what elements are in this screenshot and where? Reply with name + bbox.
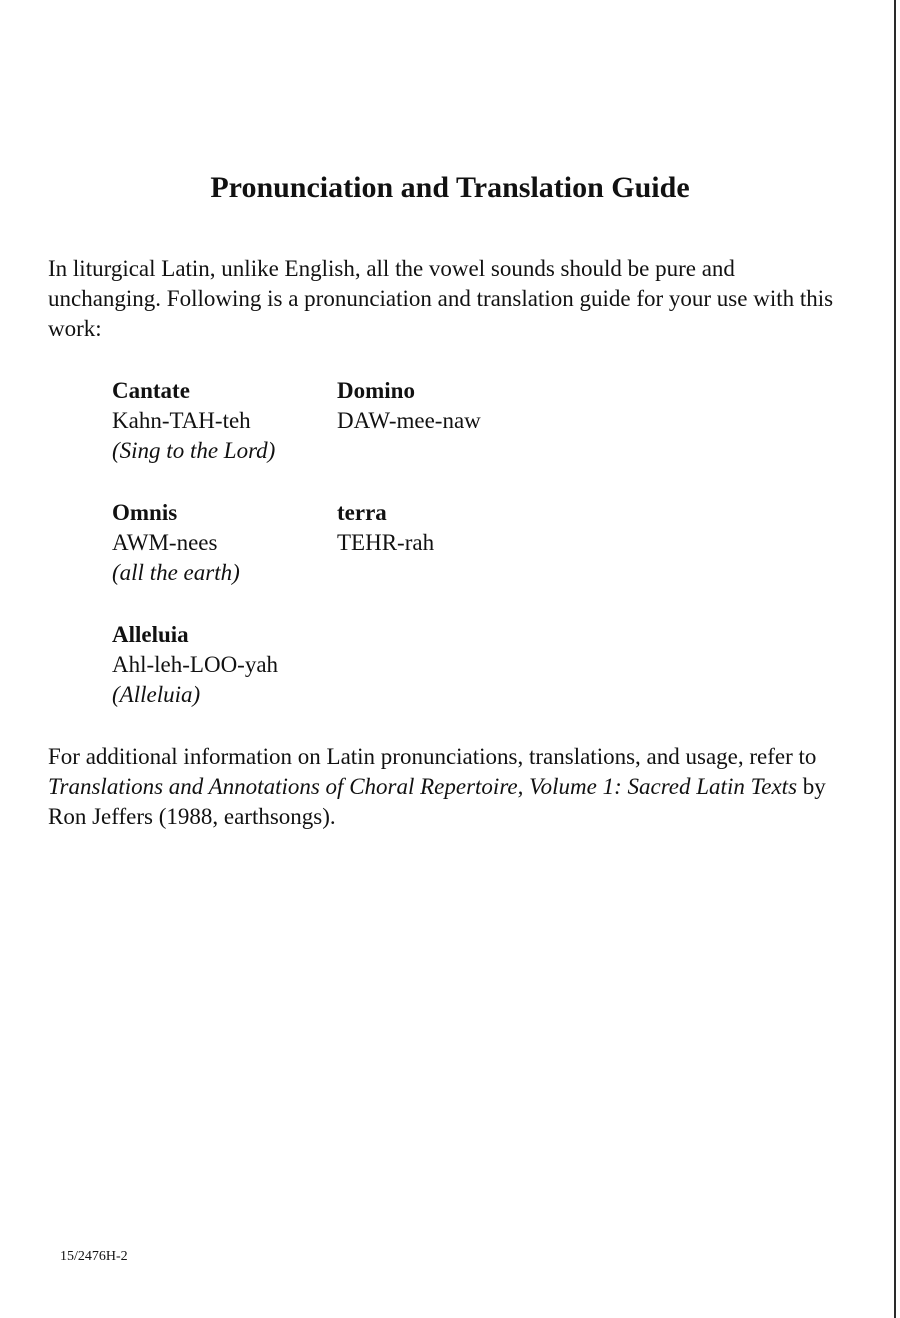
pronunciation: AWM-nees [112,530,218,555]
word-column [112,498,337,588]
entry-omnis-terra [112,498,712,588]
translation: (Alleluia) [112,682,201,707]
pronunciation: DAW-mee-naw [337,408,481,433]
outro-paragraph [48,742,848,832]
outro-text [48,742,848,832]
entry-cantate-domino [112,376,712,466]
book-citation: Translations and Annotations of Choral Repertoire, Volume 1: Sacred Latin Texts [48,774,798,799]
latin-word: Cantate [112,378,190,403]
word-column [337,498,562,588]
page-title: Pronunciation and Translation Guide [210,171,690,204]
word-column [112,376,337,466]
pronunciation-entries [112,376,712,710]
outro-lead-text: For additional information on Latin pronunciations, translations, and usage, refer to [48,744,817,769]
translation: (all the earth) [112,560,240,585]
outro-trailing-text: by Ron Jeffers (1988, earthsongs). [48,774,826,829]
catalog-number: 15/2476H-2 [60,1249,128,1264]
pronunciation: Kahn-TAH-teh [112,408,251,433]
word-column [112,620,337,710]
entry-alleluia [112,620,712,710]
translation: (Sing to the Lord) [112,438,276,463]
latin-word: Omnis [112,500,178,525]
latin-word: Domino [337,378,415,403]
pronunciation: Ahl-leh-LOO-yah [112,652,279,677]
latin-word: Alleluia [112,622,189,647]
word-column [337,376,562,466]
pronunciation: TEHR-rah [337,530,435,555]
latin-word: terra [337,500,387,525]
intro-text: In liturgical Latin, unlike English, all the vowel sounds should be pure and unchanging. Following is a pronunciation and translation guide for your use with this work: [48,256,834,341]
intro-paragraph [48,254,838,344]
